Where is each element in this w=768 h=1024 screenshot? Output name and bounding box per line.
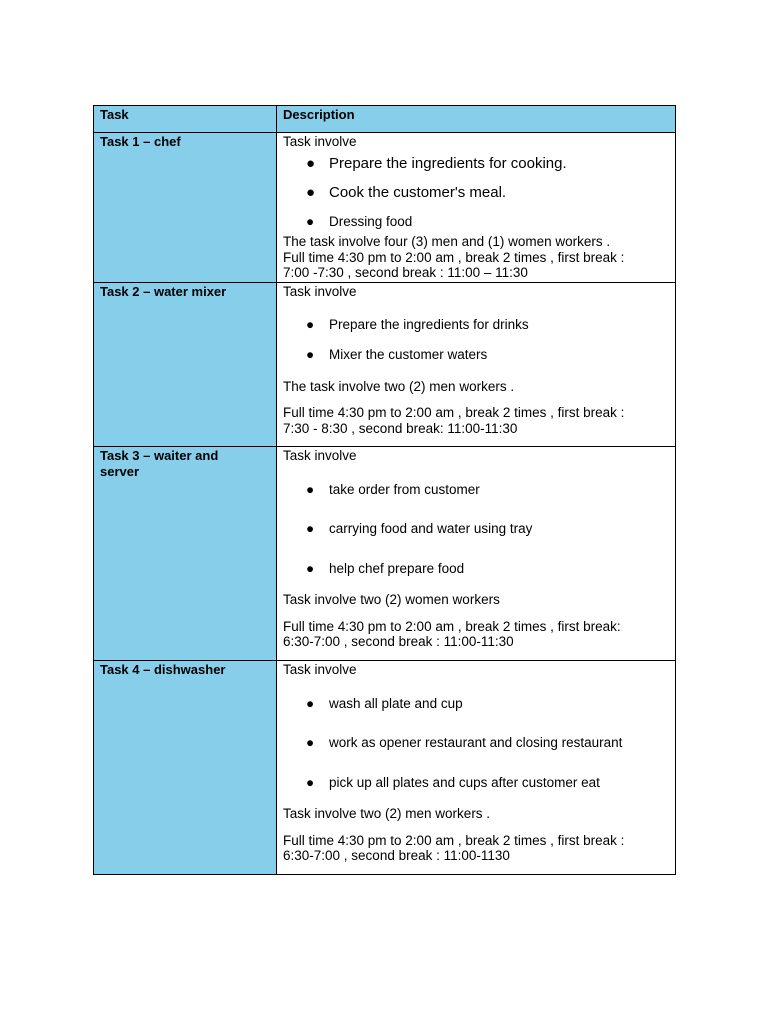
table-row (94, 133, 676, 283)
workers-text: The task involve four (3) men and (1) women workers . (283, 234, 611, 249)
list-item: ● Mixer the customer waters (306, 347, 488, 362)
intro-text: Task involve (283, 448, 357, 463)
workers-text: Task involve two (2) women workers (283, 592, 500, 607)
list-item: ● take order from customer (306, 481, 480, 497)
task-list (283, 155, 669, 230)
bullet-icon: ● (306, 521, 315, 536)
header-description: Description (277, 106, 676, 133)
task-table (93, 105, 676, 875)
schedule-text: Full time 4:30 pm to 2:00 am , break 2 times , first break : 7:30 - 8:30 , second break: 11:00-11:30 (283, 405, 625, 436)
list-item: ● carrying food and water using tray (306, 521, 533, 536)
bullet-icon: ● (306, 213, 315, 229)
bullet-icon: ● (306, 735, 315, 750)
table-row (94, 283, 676, 447)
bullet-icon: ● (306, 481, 315, 497)
task-description (277, 661, 676, 875)
task-description (277, 283, 676, 447)
intro-text: Task involve (283, 662, 357, 677)
task-name: Task 3 – waiter and server (94, 447, 277, 661)
list-item: ● pick up all plates and cups after customer eat (306, 774, 600, 790)
task-name: Task 1 – chef (94, 133, 277, 283)
bullet-icon: ● (306, 774, 315, 790)
task-description (277, 133, 676, 283)
list-item: ● Prepare the ingredients for drinks (306, 316, 529, 332)
list-item: ● wash all plate and cup (306, 695, 463, 711)
table-row (94, 447, 676, 661)
bullet-icon: ● (306, 183, 316, 201)
task-list (283, 482, 669, 577)
bullet-icon: ● (306, 316, 315, 332)
schedule-text: Full time 4:30 pm to 2:00 am , break 2 times , first break : 6:30-7:00 , second break : 11:00-1130 (283, 832, 625, 863)
table-row (94, 661, 676, 875)
list-item: ● Prepare the ingredients for cooking. (306, 154, 567, 172)
schedule-text: Full time 4:30 pm to 2:00 am , break 2 times , first break: 6:30-7:00 , second break : 11:00-11:30 (283, 618, 621, 649)
intro-text: Task involve (283, 284, 357, 299)
bullet-icon: ● (306, 695, 315, 711)
workers-text: The task involve two (2) men workers . (283, 378, 515, 394)
schedule-text: Full time 4:30 pm to 2:00 am , break 2 times , first break : 7:00 -7:30 , second break : 11:00 – 11:30 (283, 249, 625, 280)
intro-text: Task involve (283, 134, 357, 149)
task-document (93, 105, 675, 875)
task-list (283, 317, 669, 363)
header-row (94, 106, 676, 133)
task-description (277, 447, 676, 661)
bullet-icon: ● (306, 347, 315, 362)
task-name: Task 4 – dishwasher (94, 661, 277, 875)
bullet-icon: ● (306, 560, 315, 576)
list-item: ● Cook the customer's meal. (306, 183, 507, 201)
list-item: ● work as opener restaurant and closing restaurant (306, 735, 623, 750)
list-item: ● help chef prepare food (306, 560, 465, 576)
task-name: Task 2 – water mixer (94, 283, 277, 447)
list-item: ● Dressing food (306, 213, 413, 229)
bullet-icon: ● (306, 154, 316, 172)
header-task: Task (94, 106, 277, 133)
task-list (283, 696, 669, 791)
workers-text: Task involve two (2) men workers . (283, 806, 491, 821)
